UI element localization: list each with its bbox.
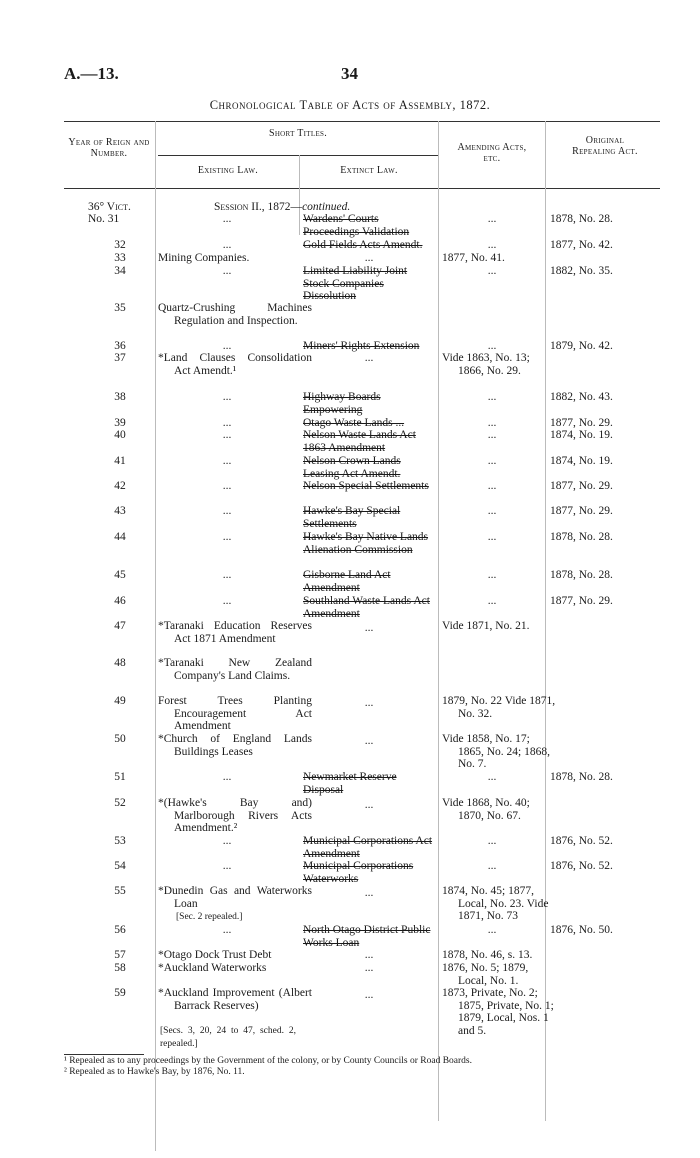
amending-acts: ... — [487, 429, 497, 441]
existing-law: ... — [222, 455, 232, 467]
repealing-act: 1876, No. 50. — [550, 924, 613, 936]
existing-law: ... — [222, 771, 232, 783]
extinct-law: Newmarket Reserve Disposal — [303, 771, 397, 796]
extinct-law: North Otago District Public Works Loan — [303, 924, 431, 949]
existing-law: *Auckland Improvement (Albert Barrack Reserves) — [158, 987, 312, 1012]
amending-acts: 1878, No. 46, s. 13. — [442, 949, 533, 961]
act-number: 47 — [114, 620, 126, 632]
regnal-year: 36° Vict. — [88, 201, 131, 213]
existing-law: ... — [222, 860, 232, 872]
act-number: 36 — [114, 340, 126, 352]
amending-acts: ... — [487, 455, 497, 467]
existing-law: *Auckland Waterworks — [158, 962, 267, 974]
extinct-law: Nelson Special Settlements — [303, 480, 429, 492]
session-label: Session II., 1872— — [214, 201, 303, 213]
repealing-act: 1878, No. 28. — [550, 213, 613, 225]
page-number: 34 — [341, 64, 358, 83]
col-rule-3 — [438, 121, 439, 1121]
existing-law-note: [Secs. 3, 20, 24 to 47, sched. 2, repealed.] — [160, 1026, 296, 1049]
existing-law: *Church of England Lands Buildings Leases — [158, 733, 312, 758]
amending-acts: Vide 1858, No. 17; 1865, No. 24; 1868, No. 7. — [442, 733, 550, 770]
repealing-act: 1882, No. 35. — [550, 265, 613, 277]
existing-law: ... — [222, 835, 232, 847]
amending-acts: ... — [487, 239, 497, 251]
extinct-law: ... — [364, 962, 374, 974]
short-titles-rule — [158, 155, 438, 156]
existing-law: ... — [222, 265, 232, 277]
repealing-act: 1878, No. 28. — [550, 569, 613, 581]
amending-acts: ... — [487, 595, 497, 607]
header-year: Year of Reign and Number. — [68, 137, 150, 159]
act-number: 42 — [114, 480, 126, 492]
act-number: 44 — [114, 531, 126, 543]
extinct-law: ... — [364, 799, 374, 811]
repealing-act: 1874, No. 19. — [550, 455, 613, 467]
extinct-law: ... — [364, 352, 374, 364]
act-number: 37 — [114, 352, 126, 364]
header-bottom-rule — [64, 188, 660, 189]
amending-acts: 1877, No. 41. — [442, 252, 505, 264]
extinct-law: Otago Waste Lands ... — [303, 417, 405, 429]
act-number: 40 — [114, 429, 126, 441]
repealing-act: 1876, No. 52. — [550, 860, 613, 872]
existing-law: Forest Trees Planting Encouragement Act Amendment — [158, 695, 312, 732]
repealing-act: 1877, No. 29. — [550, 595, 613, 607]
repealing-act: 1878, No. 28. — [550, 531, 613, 543]
existing-law: Quartz-Crushing Machines Regulation and Inspection. — [158, 302, 312, 327]
existing-law: *Dunedin Gas and Waterworks Loan — [158, 885, 312, 910]
extinct-law: ... — [364, 697, 374, 709]
session-heading — [214, 201, 350, 213]
act-number: 59 — [114, 987, 126, 999]
amending-acts: ... — [487, 480, 497, 492]
extinct-law: ... — [364, 887, 374, 899]
act-number: 56 — [114, 924, 126, 936]
existing-law: ... — [222, 340, 232, 352]
session-continued: continued. — [302, 201, 351, 213]
existing-law: ... — [222, 569, 232, 581]
act-number: 46 — [114, 595, 126, 607]
act-number: 52 — [114, 797, 126, 809]
footnote-2: ² Repealed as to Hawke's Bay, by 1876, No. 11. — [64, 1067, 245, 1077]
amending-acts: ... — [487, 860, 497, 872]
extinct-law: Municipal Corporations Waterworks — [303, 860, 414, 885]
header-short-titles: Short Titles. — [268, 128, 328, 139]
extinct-law: ... — [364, 622, 374, 634]
extinct-law: Nelson Crown Lands Leasing Act Amendt. — [303, 455, 401, 480]
repealing-act: 1876, No. 52. — [550, 835, 613, 847]
col-rule-1 — [155, 121, 156, 1151]
act-number: 55 — [114, 885, 126, 897]
repealing-act: 1877, No. 29. — [550, 480, 613, 492]
extinct-law: Wardens' Courts Proceedings Validation — [303, 213, 410, 238]
extinct-law: Nelson Waste Lands Act 1863 Amendment — [303, 429, 416, 454]
amending-acts: 1876, No. 5; 1879, Local, No. 1. — [442, 962, 529, 987]
act-number: 48 — [114, 657, 126, 669]
amending-acts: ... — [487, 505, 497, 517]
repealing-act: 1877, No. 29. — [550, 505, 613, 517]
existing-law-note: [Sec. 2 repealed.] — [176, 912, 243, 922]
amending-acts: Vide 1868, No. 40; 1870, No. 67. — [442, 797, 530, 822]
extinct-law: Limited Liability Joint Stock Companies Dissolution — [303, 265, 408, 302]
existing-law: ... — [222, 480, 232, 492]
existing-law: ... — [222, 429, 232, 441]
header-original: Original Repealing Act. — [572, 135, 638, 157]
amending-acts: ... — [487, 340, 497, 352]
act-number: 58 — [114, 962, 126, 974]
amending-acts: 1874, No. 45; 1877, Local, No. 23. Vide 1871, No. 73 — [442, 885, 549, 922]
act-number: 43 — [114, 505, 126, 517]
extinct-law: Gisborne Land Act Amendment — [303, 569, 391, 594]
repealing-act: 1874, No. 19. — [550, 429, 613, 441]
amending-acts: Vide 1863, No. 13; 1866, No. 29. — [442, 352, 530, 377]
extinct-law: Southland Waste Lands Act Amendment — [303, 595, 430, 620]
page-code: A.—13. — [64, 64, 119, 83]
existing-law: *(Hawke's Bay and) Marlborough Rivers Acts Amendment.² — [158, 797, 312, 834]
extinct-law: ... — [364, 735, 374, 747]
amending-acts: ... — [487, 835, 497, 847]
extinct-law: Highway Boards Empowering — [303, 391, 381, 416]
repealing-act: 1877, No. 29. — [550, 417, 613, 429]
existing-law: ... — [222, 391, 232, 403]
footnote-rule — [64, 1054, 144, 1055]
act-number: 54 — [114, 860, 126, 872]
existing-law: ... — [222, 595, 232, 607]
header-extinct: Extinct Law. — [340, 165, 398, 176]
existing-law: Mining Companies. — [158, 252, 250, 264]
act-number: 34 — [114, 265, 126, 277]
repealing-act: 1878, No. 28. — [550, 771, 613, 783]
repealing-act: 1879, No. 42. — [550, 340, 613, 352]
header-amending: Amending Acts, etc. — [457, 142, 527, 164]
act-number: 45 — [114, 569, 126, 581]
existing-law: *Taranaki Education Reserves Act 1871 Amendment — [158, 620, 312, 645]
amending-acts: Vide 1871, No. 21. — [442, 620, 530, 632]
amending-acts: ... — [487, 924, 497, 936]
amending-acts: 1879, No. 22 Vide 1871, No. 32. — [442, 695, 556, 720]
extinct-law: ... — [364, 252, 374, 264]
amending-acts: ... — [487, 265, 497, 277]
act-number: 41 — [114, 455, 126, 467]
repealing-act: 1877, No. 42. — [550, 239, 613, 251]
existing-law: ... — [222, 505, 232, 517]
act-number: 51 — [114, 771, 126, 783]
extinct-law: ... — [364, 949, 374, 961]
table-title: Chronological Table of Acts of Assembly, 1872. — [209, 98, 491, 112]
header-existing: Existing Law. — [197, 165, 259, 176]
existing-law: *Land Clauses Consolidation Act Amendt.¹ — [158, 352, 312, 377]
existing-law: ... — [222, 213, 232, 225]
existing-law: ... — [222, 417, 232, 429]
existing-law: ... — [222, 239, 232, 251]
amending-acts: ... — [487, 213, 497, 225]
act-number: 57 — [114, 949, 126, 961]
act-number: 50 — [114, 733, 126, 745]
existing-law: *Otago Dock Trust Debt — [158, 949, 272, 961]
act-number: 32 — [114, 239, 126, 251]
extinct-law: Hawke's Bay Native Lands Alienation Commission — [303, 531, 429, 556]
amending-acts: ... — [487, 569, 497, 581]
extinct-law: Hawke's Bay Special Settlements — [303, 505, 401, 530]
extinct-law: Gold Fields Acts Amendt. — [303, 239, 423, 251]
act-number: 53 — [114, 835, 126, 847]
extinct-law: Miners' Rights Extension — [303, 340, 420, 352]
act-number: 38 — [114, 391, 126, 403]
amending-acts: ... — [487, 531, 497, 543]
amending-acts: 1873, Private, No. 2; 1875, Private, No. 1; 1879, Local, Nos. 1 and 5. — [442, 987, 554, 1037]
act-number: No. 31 — [88, 213, 120, 225]
amending-acts: ... — [487, 391, 497, 403]
existing-law: *Taranaki New Zealand Company's Land Claims. — [158, 657, 312, 682]
act-number: 39 — [114, 417, 126, 429]
extinct-law: ... — [364, 989, 374, 1001]
act-number: 35 — [114, 302, 126, 314]
footnote-1: ¹ Repealed as to any proceedings by the Government of the colony, or by County Councils or Road Boards. — [64, 1056, 473, 1066]
existing-law: ... — [222, 924, 232, 936]
act-number: 33 — [114, 252, 126, 264]
repealing-act: 1882, No. 43. — [550, 391, 613, 403]
amending-acts: ... — [487, 771, 497, 783]
header-top-rule — [64, 121, 660, 122]
extinct-law: Municipal Corporations Act Amendment — [303, 835, 433, 860]
existing-law: ... — [222, 531, 232, 543]
amending-acts: ... — [487, 417, 497, 429]
act-number: 49 — [114, 695, 126, 707]
